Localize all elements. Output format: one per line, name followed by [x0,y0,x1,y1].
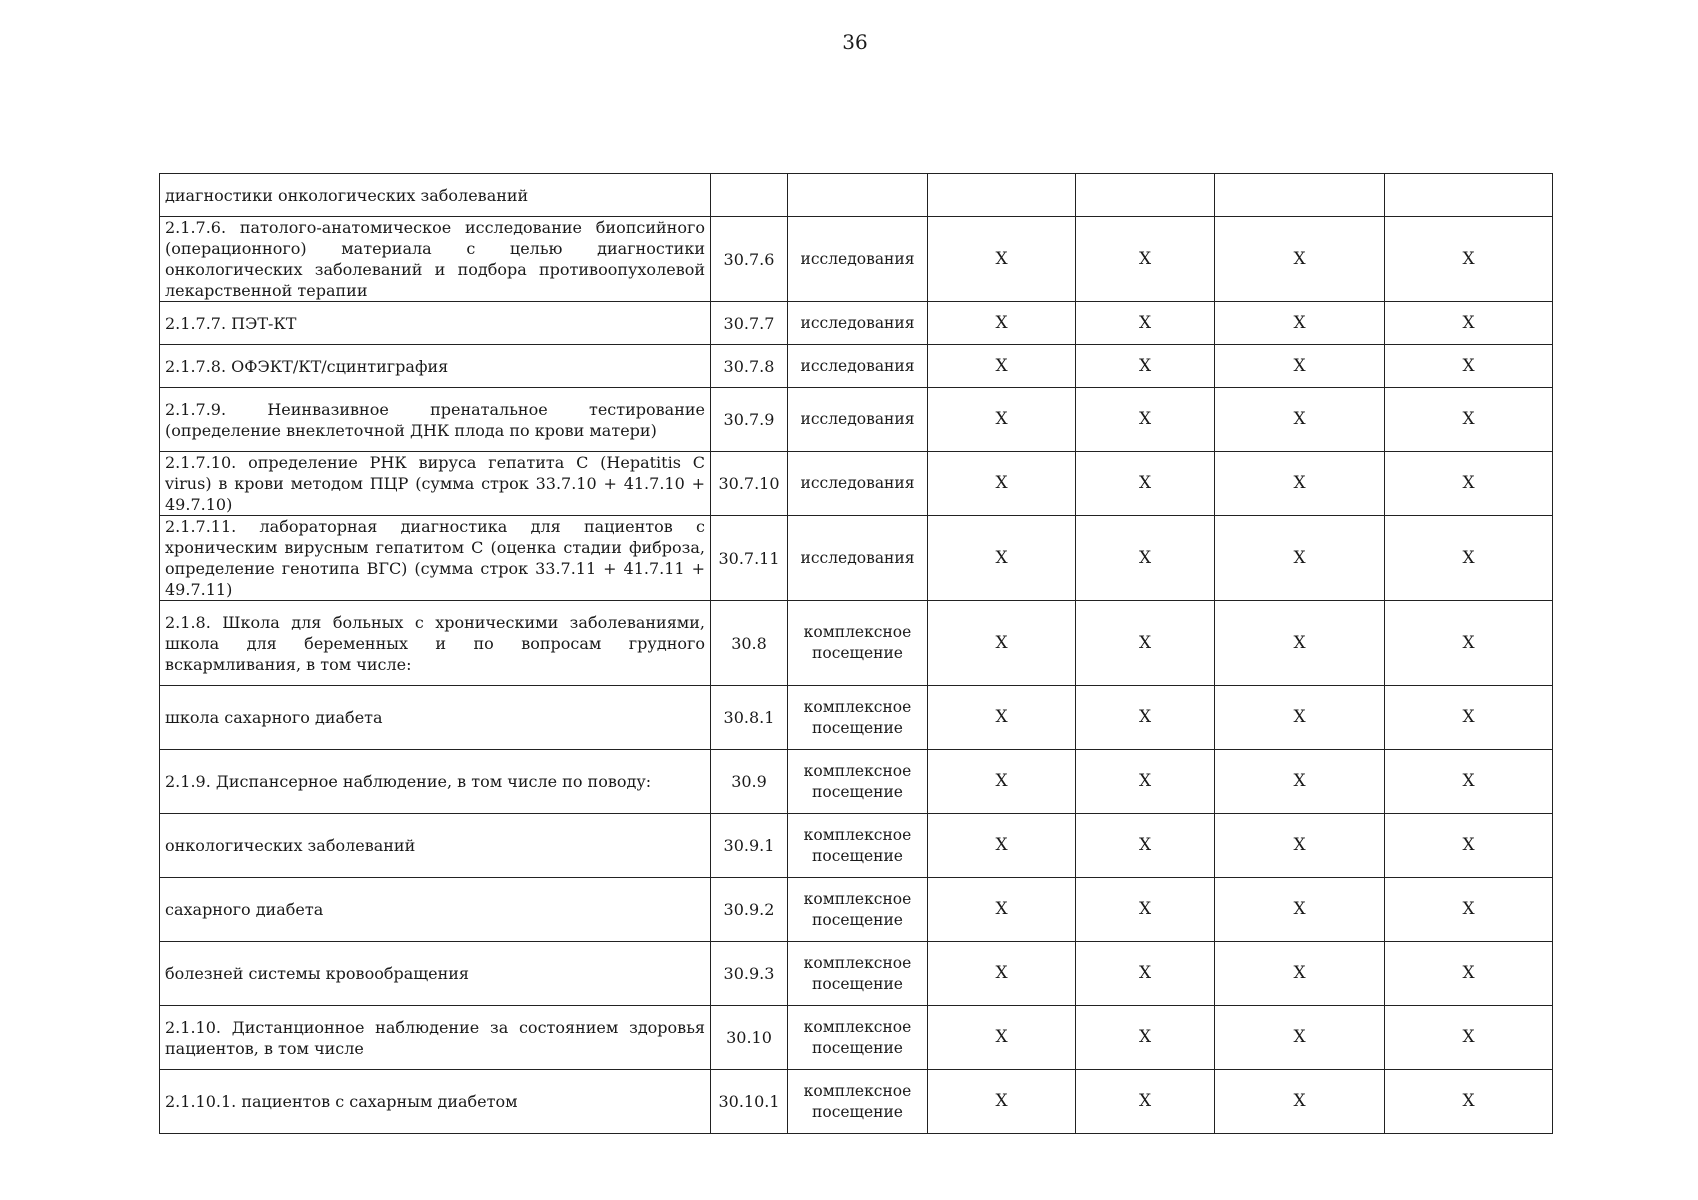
row-name: 2.1.7.7. ПЭТ-КТ [160,302,711,345]
row-value-1: X [928,686,1076,750]
row-code: 30.9 [711,750,788,814]
row-value-3 [1215,174,1385,217]
row-value-4: X [1385,388,1553,452]
row-value-4: X [1385,516,1553,601]
table-row [160,174,1553,217]
table-row [160,601,1553,686]
data-table [159,173,1553,1134]
page-number: 36 [842,30,868,54]
row-code: 30.8 [711,601,788,686]
row-value-4: X [1385,814,1553,878]
row-value-4: X [1385,878,1553,942]
row-unit: исследования [788,345,928,388]
row-value-2: X [1076,942,1215,1006]
row-name: 2.1.10. Дистанционное наблюдение за состоянием здоровья пациентов, в том числе [160,1006,711,1070]
row-value-3: X [1215,516,1385,601]
row-name: сахарного диабета [160,878,711,942]
row-unit: исследования [788,302,928,345]
row-value-4: X [1385,750,1553,814]
row-value-3: X [1215,878,1385,942]
row-value-2: X [1076,814,1215,878]
row-unit: исследования [788,217,928,302]
row-value-3: X [1215,814,1385,878]
row-name: 2.1.8. Школа для больных с хроническими заболеваниями, школа для беременных и по вопросам грудного вскармливания, в том числе: [160,601,711,686]
row-value-4: X [1385,217,1553,302]
row-value-1 [928,174,1076,217]
row-value-3: X [1215,1006,1385,1070]
row-value-3: X [1215,601,1385,686]
row-value-4: X [1385,302,1553,345]
row-value-1: X [928,516,1076,601]
table-row [160,217,1553,302]
row-unit: комплексное посещение [788,814,928,878]
table-row [160,1070,1553,1134]
row-code: 30.9.2 [711,878,788,942]
row-value-2: X [1076,302,1215,345]
row-value-4: X [1385,1006,1553,1070]
table-row [160,345,1553,388]
row-name: 2.1.7.11. лабораторная диагностика для пациентов с хроническим вирусным гепатитом С (оценка стадии фиброза, определение генотипа ВГС) (сумма строк 33.7.11 + 41.7.11 + 49.7.11) [160,516,711,601]
row-name: 2.1.7.8. ОФЭКТ/КТ/сцинтиграфия [160,345,711,388]
row-value-1: X [928,814,1076,878]
row-code: 30.7.6 [711,217,788,302]
row-name: онкологических заболеваний [160,814,711,878]
row-value-2: X [1076,217,1215,302]
row-name: 2.1.10.1. пациентов с сахарным диабетом [160,1070,711,1134]
row-unit: комплексное посещение [788,601,928,686]
row-value-2: X [1076,686,1215,750]
row-value-1: X [928,750,1076,814]
row-value-2: X [1076,516,1215,601]
table-row [160,750,1553,814]
row-code: 30.8.1 [711,686,788,750]
row-value-3: X [1215,686,1385,750]
row-value-2: X [1076,1006,1215,1070]
row-code: 30.9.1 [711,814,788,878]
row-code [711,174,788,217]
row-value-3: X [1215,388,1385,452]
row-value-2: X [1076,1070,1215,1134]
row-value-3: X [1215,452,1385,516]
row-value-1: X [928,1006,1076,1070]
row-value-4: X [1385,452,1553,516]
row-value-1: X [928,452,1076,516]
row-value-3: X [1215,942,1385,1006]
row-value-2: X [1076,388,1215,452]
row-value-4: X [1385,686,1553,750]
row-name: 2.1.7.6. патолого-анатомическое исследование биопсийного (операционного) материала с целью диагностики онкологических заболеваний и подбора противоопухолевой лекарственной терапии [160,217,711,302]
row-value-4 [1385,174,1553,217]
row-name: школа сахарного диабета [160,686,711,750]
row-value-2: X [1076,878,1215,942]
row-value-2: X [1076,345,1215,388]
table-row [160,452,1553,516]
table-row [160,942,1553,1006]
table-row [160,878,1553,942]
row-value-3: X [1215,345,1385,388]
row-value-3: X [1215,217,1385,302]
row-unit: комплексное посещение [788,878,928,942]
row-unit: комплексное посещение [788,942,928,1006]
row-value-2 [1076,174,1215,217]
row-value-4: X [1385,345,1553,388]
row-value-1: X [928,388,1076,452]
table-row [160,302,1553,345]
row-value-3: X [1215,750,1385,814]
row-unit: исследования [788,516,928,601]
row-name: 2.1.7.10. определение РНК вируса гепатита С (Hepatitis C virus) в крови методом ПЦР (сумма строк 33.7.10 + 41.7.10 + 49.7.10) [160,452,711,516]
row-code: 30.9.3 [711,942,788,1006]
table-row [160,388,1553,452]
row-code: 30.7.10 [711,452,788,516]
row-unit: исследования [788,388,928,452]
row-unit: комплексное посещение [788,1006,928,1070]
row-unit: исследования [788,452,928,516]
row-value-1: X [928,302,1076,345]
row-value-2: X [1076,750,1215,814]
row-name: 2.1.7.9. Неинвазивное пренатальное тестирование (определение внеклеточной ДНК плода по крови матери) [160,388,711,452]
row-unit: комплексное посещение [788,750,928,814]
row-code: 30.7.9 [711,388,788,452]
row-code: 30.7.11 [711,516,788,601]
row-code: 30.10 [711,1006,788,1070]
row-name: 2.1.9. Диспансерное наблюдение, в том числе по поводу: [160,750,711,814]
row-value-3: X [1215,302,1385,345]
row-unit: комплексное посещение [788,1070,928,1134]
row-code: 30.7.7 [711,302,788,345]
row-value-1: X [928,345,1076,388]
row-value-1: X [928,1070,1076,1134]
row-value-4: X [1385,601,1553,686]
row-unit [788,174,928,217]
table-row [160,1006,1553,1070]
row-value-2: X [1076,452,1215,516]
row-code: 30.10.1 [711,1070,788,1134]
row-unit: комплексное посещение [788,686,928,750]
row-value-1: X [928,601,1076,686]
row-value-2: X [1076,601,1215,686]
row-value-4: X [1385,942,1553,1006]
row-code: 30.7.8 [711,345,788,388]
row-value-3: X [1215,1070,1385,1134]
row-name: болезней системы кровообращения [160,942,711,1006]
row-value-1: X [928,878,1076,942]
row-name: диагностики онкологических заболеваний [160,174,711,217]
row-value-4: X [1385,1070,1553,1134]
table-row [160,686,1553,750]
table-row [160,814,1553,878]
row-value-1: X [928,217,1076,302]
row-value-1: X [928,942,1076,1006]
table-row [160,516,1553,601]
